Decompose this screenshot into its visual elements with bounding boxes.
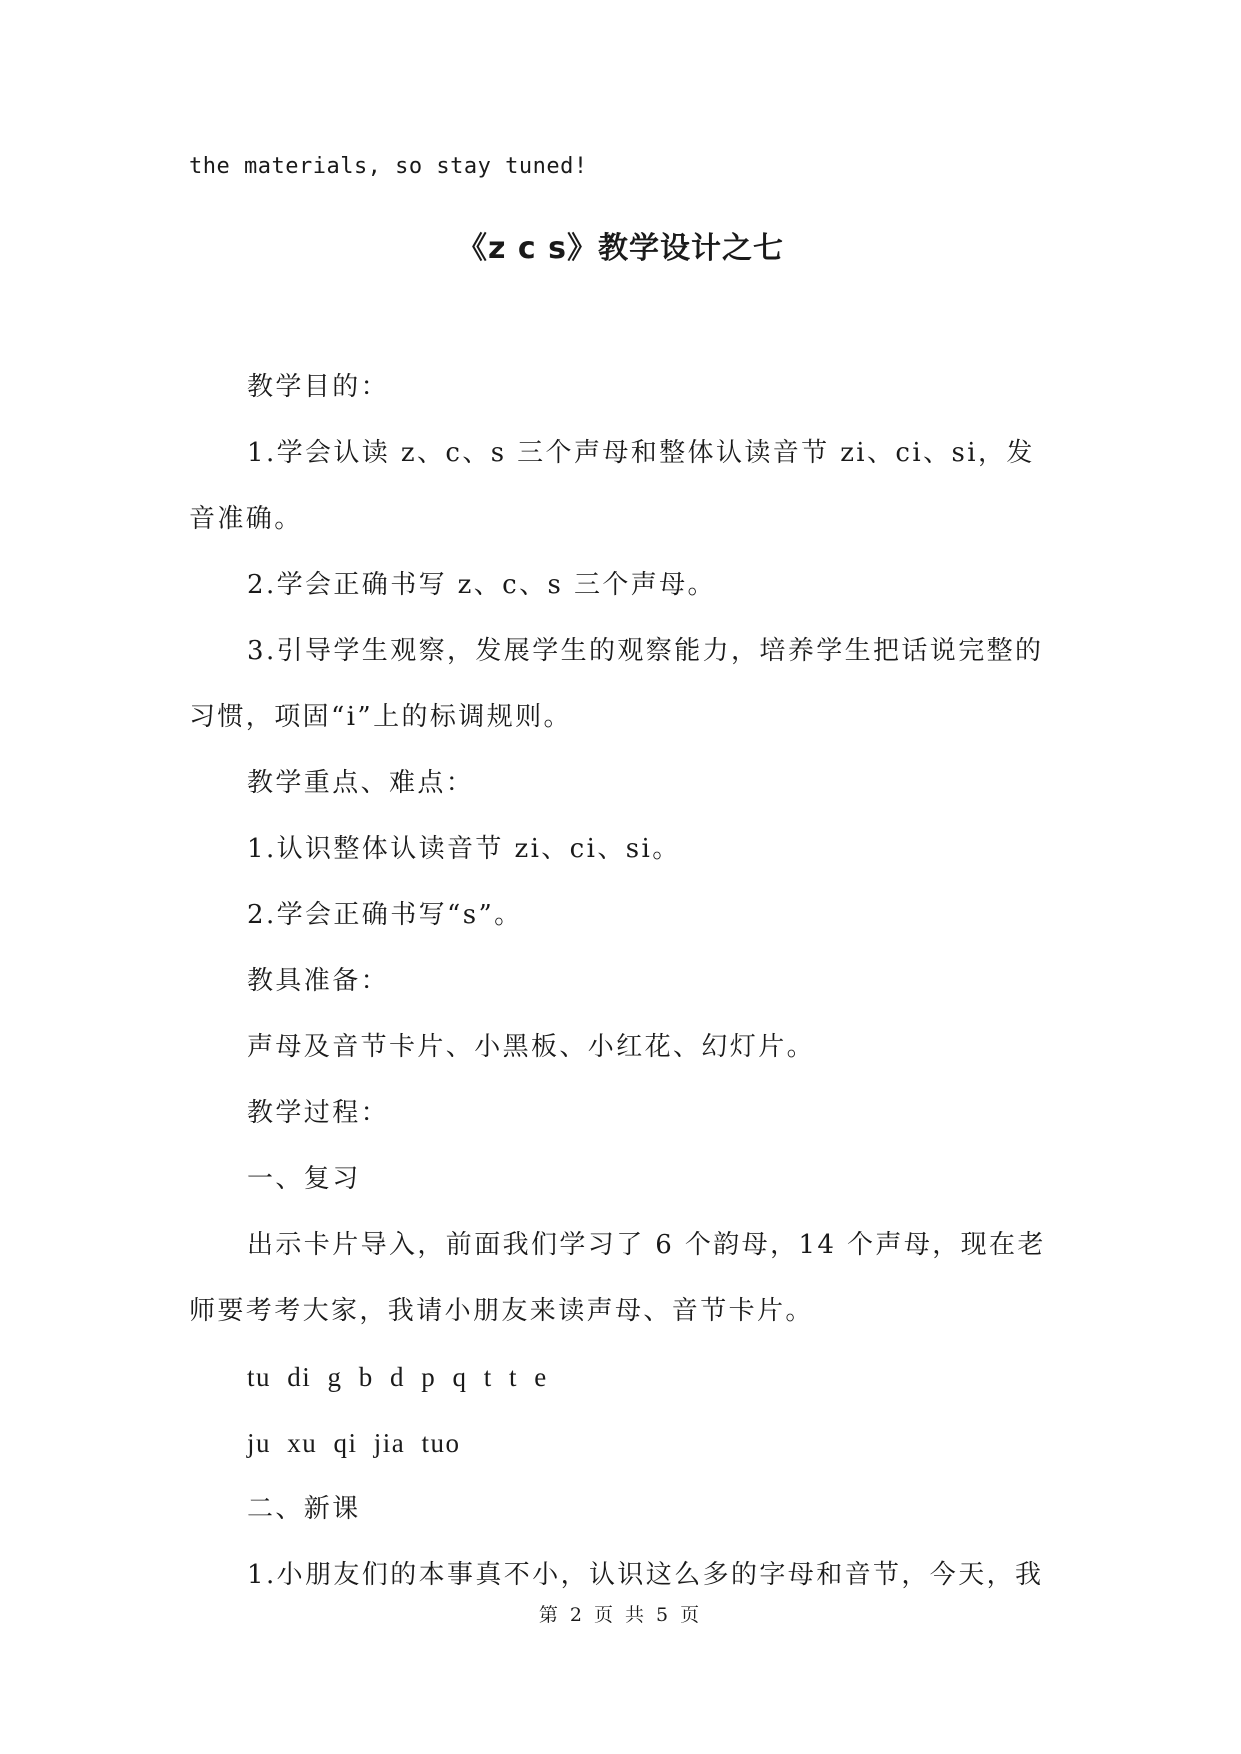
page-number: 第 2 页 共 5 页 [538,1604,703,1626]
page-title: 《z c s》教学设计之七 [457,231,784,266]
materials-heading: 教具准备： [247,966,390,996]
carry-over-text: the materials, so stay tuned! [189,154,588,179]
review-line-1: 出示卡片导入，前面我们学习了 6 个韵母，14 个声母，现在老 [247,1230,1046,1260]
goal-3-line-2: 习惯，项固“i”上的标调规则。 [189,702,572,732]
section-1-heading: 一、复习 [247,1164,361,1194]
goal-1-line-2: 音准确。 [189,504,303,534]
goal-1-line-1: 1.学会认读 z、c、s 三个声母和整体认读音节 zi、ci、si，发 [247,438,1035,468]
review-line-2: 师要考考大家，我请小朋友来读声母、音节卡片。 [189,1296,814,1326]
key-point-1: 1.认识整体认读音节 zi、ci、si。 [247,834,681,864]
cards-row-2: ju xu qi jia tuo [247,1428,461,1458]
section-2-heading: 二、新课 [247,1494,361,1524]
materials-list: 声母及音节卡片、小黑板、小红花、幻灯片。 [247,1032,816,1062]
key-points-heading: 教学重点、难点： [247,768,475,798]
goal-3-line-1: 3.引导学生观察，发展学生的观察能力，培养学生把话说完整的 [247,636,1044,666]
process-heading: 教学过程： [247,1098,390,1128]
cards-row-1: tu di g b d p q t t e [247,1362,548,1392]
document-body [189,354,1053,1608]
goal-2: 2.学会正确书写 z、c、s 三个声母。 [247,570,716,600]
goals-heading: 教学目的： [247,372,390,402]
key-point-2: 2.学会正确书写“s”。 [247,900,523,930]
new-lesson-1: 1.小朋友们的本事真不小，认识这么多的字母和音节，今天，我 [247,1560,1044,1590]
